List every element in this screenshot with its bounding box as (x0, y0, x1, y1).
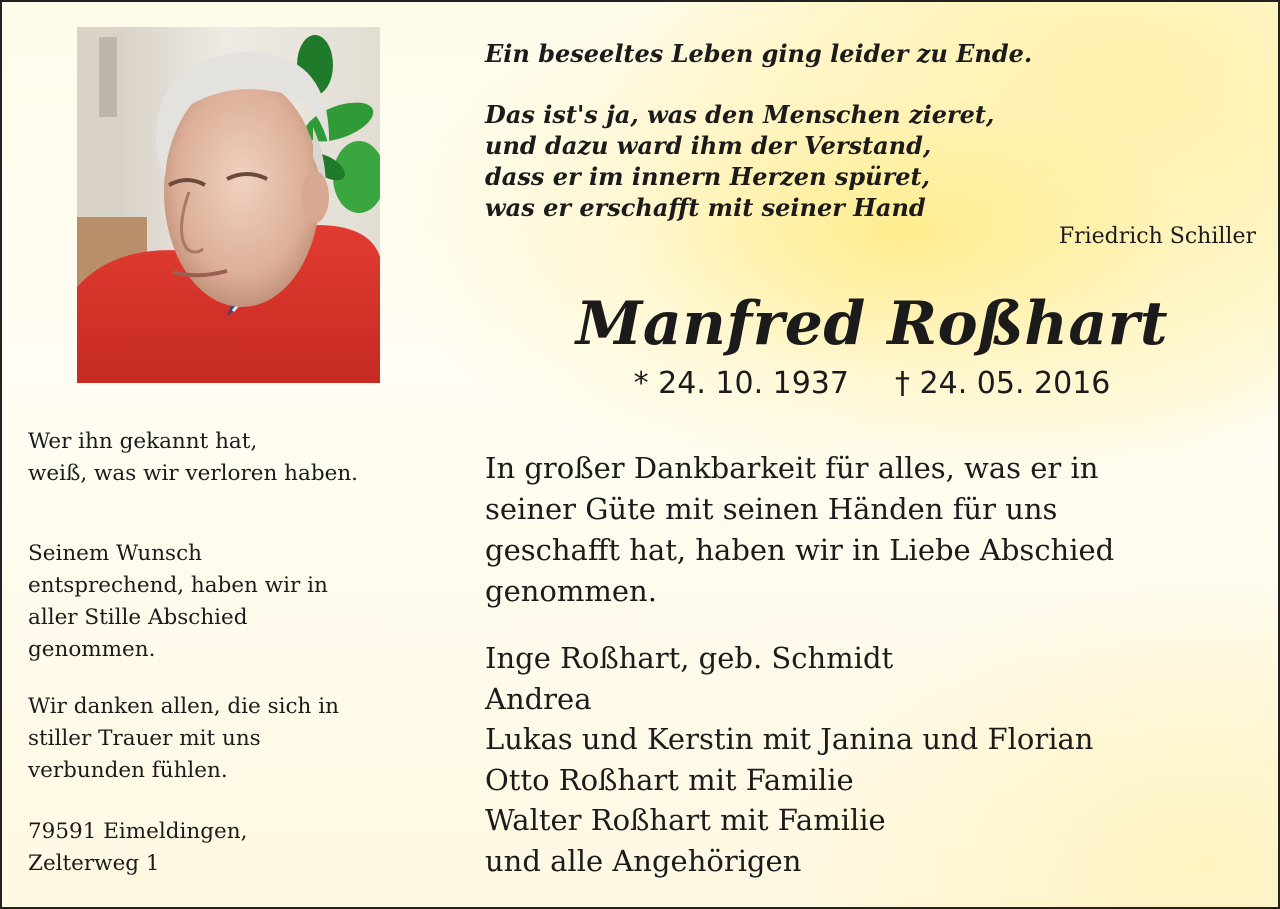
text-line: Wer ihn gekannt hat, (28, 429, 258, 454)
text-line: aller Stille Abschied (28, 605, 248, 630)
portrait-photo (77, 27, 380, 383)
poem (485, 38, 1245, 223)
text-line: Zelterweg 1 (28, 851, 160, 876)
mourner: Andrea (485, 681, 592, 716)
left-quote (28, 426, 448, 490)
address (28, 816, 448, 880)
life-dates (542, 364, 1202, 404)
mourner: Inge Roßhart, geb. Schmidt (485, 641, 894, 675)
mourner: Lukas und Kerstin mit Janina und Florian (485, 722, 1094, 756)
birth-date: * 24. 10. 1937 (633, 366, 849, 401)
text-line: genommen. (485, 574, 657, 608)
text-line: genommen. (28, 637, 156, 662)
left-wish (28, 538, 448, 666)
portrait-illustration (77, 27, 380, 383)
poem-verse-line: und dazu ward ihm der Verstand, (485, 131, 932, 160)
text-line: Seinem Wunsch (28, 541, 202, 566)
mourner: und alle Angehörigen (485, 843, 802, 878)
text-line: verbunden fühlen. (28, 758, 228, 783)
text-line: stiller Trauer mit uns (28, 726, 261, 751)
poem-author: Friedrich Schiller (1058, 224, 1256, 249)
death-date: † 24. 05. 2016 (895, 366, 1111, 401)
mourners-list (485, 638, 1245, 881)
text-line: entsprechend, haben wir in (28, 573, 328, 598)
gratitude-text (485, 448, 1245, 612)
deceased-name: Manfred Roßhart (575, 289, 1169, 359)
poem-verse-line: dass er im innern Herzen spüret, (485, 162, 930, 191)
mourner: Walter Roßhart mit Familie (485, 803, 886, 837)
text-line: seiner Güte mit seinen Händen für uns (485, 492, 1058, 526)
poem-first-line: Ein beseeltes Leben ging leider zu Ende. (485, 39, 1033, 68)
mourner: Otto Roßhart mit Familie (485, 762, 854, 797)
poem-verse-line: was er erschafft mit seiner Hand (485, 193, 926, 222)
text-line: 79591 Eimeldingen, (28, 819, 248, 844)
left-thanks (28, 691, 448, 787)
text-line: weiß, was wir verloren haben. (28, 461, 358, 486)
text-line: In großer Dankbarkeit für alles, was er in (485, 451, 1099, 485)
text-line: geschafft hat, haben wir in Liebe Abschied (485, 533, 1115, 567)
poem-verse-line: Das ist's ja, was den Menschen zieret, (485, 100, 995, 129)
text-line: Wir danken allen, die sich in (28, 694, 339, 719)
